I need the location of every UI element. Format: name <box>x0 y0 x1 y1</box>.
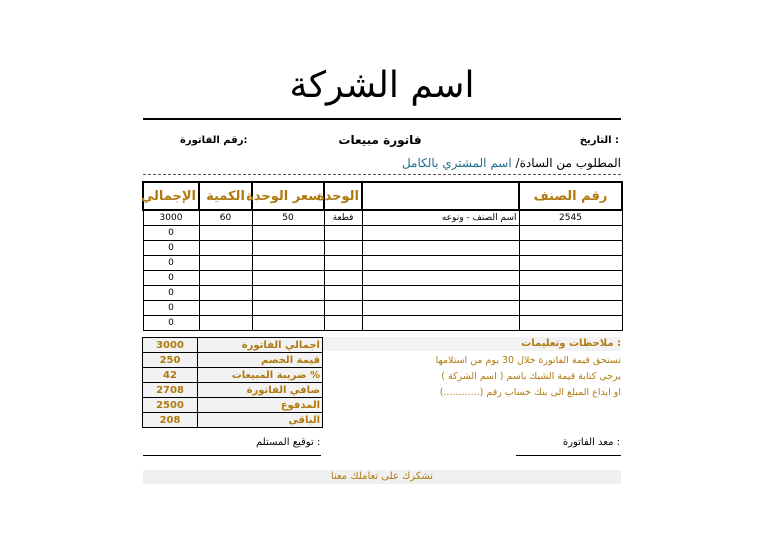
table-header-row <box>143 182 622 210</box>
receiver-label: : توقيع المستلم <box>256 437 321 448</box>
totals-label: المدفوع <box>198 398 323 413</box>
notes-title: : ملاحظات وتعليمات <box>323 337 621 351</box>
cell-total[interactable]: 0 <box>143 241 199 256</box>
cell-price[interactable] <box>252 316 324 331</box>
buyer-line <box>402 156 621 170</box>
cell-qty[interactable] <box>199 271 252 286</box>
cell-price[interactable] <box>252 301 324 316</box>
cell-price[interactable] <box>252 271 324 286</box>
totals-value[interactable]: 250 <box>143 353 198 368</box>
totals-table <box>142 337 323 428</box>
col-header-total: الإجمالي <box>143 182 199 210</box>
cell-code[interactable] <box>519 256 622 271</box>
totals-label: الباقي <box>198 413 323 428</box>
cell-unit[interactable] <box>324 271 362 286</box>
col-header-price: سعر الوحدة <box>252 182 324 210</box>
totals-label: اجمالي الفاتورة <box>198 338 323 353</box>
cell-qty[interactable] <box>199 256 252 271</box>
note-line: يرجى كتابة قيمة الشيك باسم ( اسم الشركة ) <box>441 371 621 382</box>
cell-total[interactable]: 0 <box>143 256 199 271</box>
preparer-signature-line[interactable] <box>516 455 621 456</box>
cell-price[interactable] <box>252 226 324 241</box>
cell-item[interactable] <box>362 226 519 241</box>
cell-code[interactable] <box>519 226 622 241</box>
totals-label: قيمة الخصم <box>198 353 323 368</box>
cell-unit[interactable] <box>324 226 362 241</box>
cell-item[interactable] <box>362 316 519 331</box>
cell-qty[interactable] <box>199 241 252 256</box>
cell-total[interactable]: 0 <box>143 286 199 301</box>
cell-price[interactable] <box>252 241 324 256</box>
cell-price[interactable] <box>252 256 324 271</box>
buyer-label: المطلوب من السادة/ <box>515 156 621 170</box>
date-label: : التاريخ <box>579 135 619 146</box>
cell-price[interactable] <box>252 286 324 301</box>
cell-qty[interactable] <box>199 226 252 241</box>
totals-row <box>143 413 323 428</box>
cell-code[interactable] <box>519 301 622 316</box>
table-row <box>143 241 622 256</box>
totals-value[interactable]: 2708 <box>143 383 198 398</box>
cell-unit[interactable] <box>324 241 362 256</box>
items-table <box>142 181 623 331</box>
cell-item[interactable] <box>362 271 519 286</box>
cell-unit[interactable] <box>324 301 362 316</box>
totals-row <box>143 368 323 383</box>
cell-code[interactable]: 2545 <box>519 210 622 226</box>
cell-code[interactable] <box>519 271 622 286</box>
totals-row <box>143 338 323 353</box>
cell-qty[interactable] <box>199 316 252 331</box>
totals-value[interactable]: 2500 <box>143 398 198 413</box>
totals-row <box>143 398 323 413</box>
note-line: او ايداع المبلغ الى بنك خساب رقم (............) <box>439 387 621 398</box>
col-header-code: رقم الصنف <box>519 182 622 210</box>
cell-unit[interactable] <box>324 256 362 271</box>
cell-total[interactable]: 0 <box>143 271 199 286</box>
col-header-item <box>362 182 519 210</box>
totals-row <box>143 383 323 398</box>
totals-row <box>143 353 323 368</box>
totals-value[interactable]: 208 <box>143 413 198 428</box>
cell-unit[interactable] <box>324 316 362 331</box>
totals-value[interactable]: 3000 <box>143 338 198 353</box>
col-header-qty: الكمية <box>199 182 252 210</box>
totals-value[interactable]: 42 <box>143 368 198 383</box>
preparer-label: : معد الفاتورة <box>562 437 620 448</box>
cell-item[interactable] <box>362 241 519 256</box>
cell-code[interactable] <box>519 241 622 256</box>
cell-price[interactable]: 50 <box>252 210 324 226</box>
cell-item[interactable] <box>362 286 519 301</box>
table-row <box>143 286 622 301</box>
cell-total[interactable]: 0 <box>143 316 199 331</box>
cell-code[interactable] <box>519 316 622 331</box>
table-row <box>143 256 622 271</box>
table-row <box>143 316 622 331</box>
cell-unit[interactable]: قطعة <box>324 210 362 226</box>
col-header-unit: الوحدة <box>324 182 362 210</box>
cell-item[interactable] <box>362 256 519 271</box>
table-row <box>143 210 622 226</box>
table-row <box>143 271 622 286</box>
cell-total[interactable]: 0 <box>143 301 199 316</box>
cell-unit[interactable] <box>324 286 362 301</box>
cell-total[interactable]: 0 <box>143 226 199 241</box>
buyer-value[interactable]: اسم المشتري بالكامل <box>401 156 512 170</box>
header-rule <box>143 118 621 120</box>
note-line: تستحق قيمة الفاتورة خلال 30 يوم من استلامها <box>435 355 621 366</box>
cell-qty[interactable] <box>199 301 252 316</box>
cell-item[interactable] <box>362 301 519 316</box>
footer-thanks: نشكرك على تعاملك معنا <box>143 470 621 484</box>
cell-code[interactable] <box>519 286 622 301</box>
table-row <box>143 226 622 241</box>
cell-qty[interactable]: 60 <box>199 210 252 226</box>
totals-label: صافي الفاتورة <box>198 383 323 398</box>
cell-total[interactable]: 3000 <box>143 210 199 226</box>
cell-qty[interactable] <box>199 286 252 301</box>
totals-label: % ضريبة المبيعات <box>198 368 323 383</box>
invoice-number-label: :رقم الفاتورة <box>180 135 248 146</box>
cell-item[interactable]: اسم الصنف - ونوعه <box>362 210 519 226</box>
receiver-signature-line[interactable] <box>143 455 321 456</box>
company-name: اسم الشركة <box>289 65 475 106</box>
table-row <box>143 301 622 316</box>
invoice-title: فاتورة مبيعات <box>338 133 422 147</box>
buyer-divider <box>143 174 621 175</box>
